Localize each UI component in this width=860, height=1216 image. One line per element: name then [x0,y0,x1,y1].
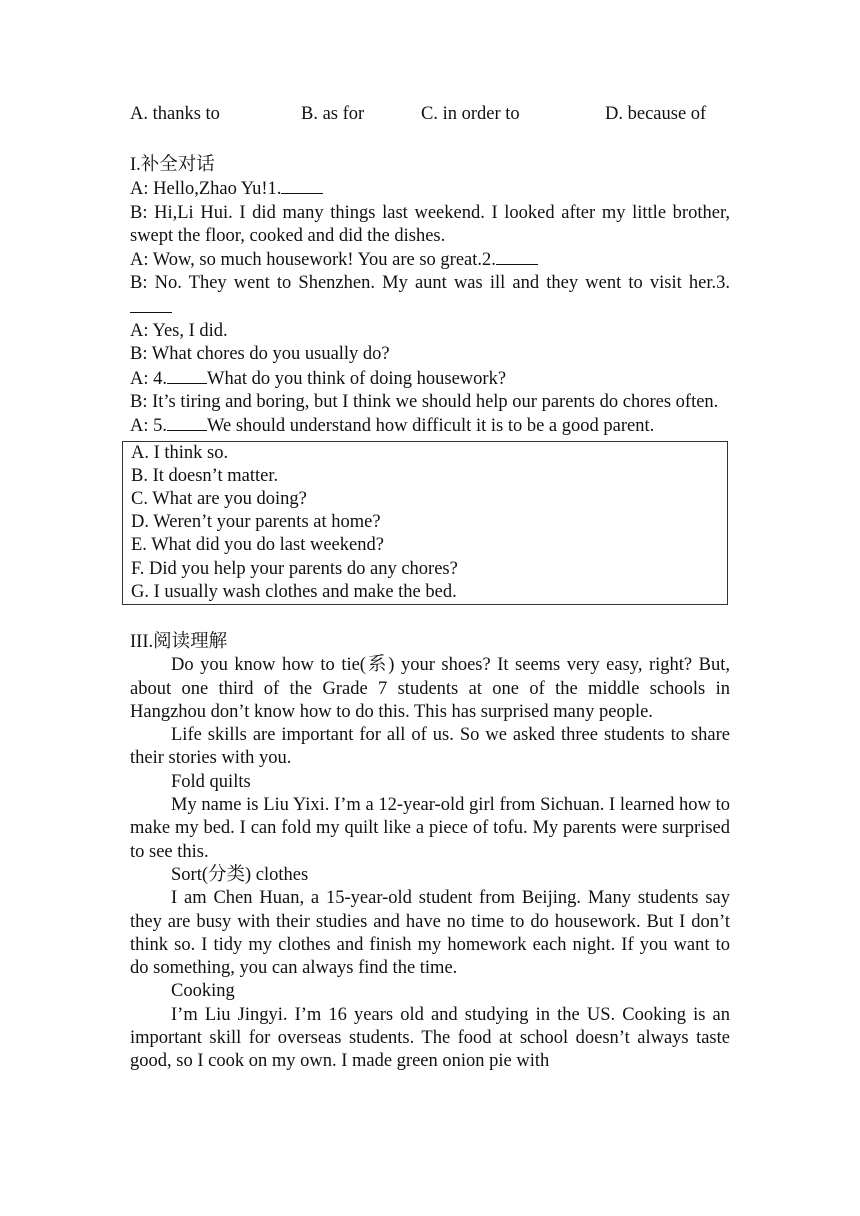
choices-box [122,441,728,605]
dialogue-text: B: No. They went to Shenzhen. My aunt was ill and they went to visit her.3. [130,273,730,294]
dialogue-text: What do you think of doing housework? [207,368,507,389]
choice-item: D. Weren’t your parents at home? [131,512,381,533]
choice-item: G. I usually wash clothes and make the bed. [131,581,457,602]
section1-heading: I.补全对话 [130,155,215,175]
choice-item: E. What did you do last weekend? [131,535,384,556]
dialogue-text: We should understand how difficult it is to be a good parent. [207,416,655,437]
answer-blank-4[interactable] [167,367,207,384]
option-b: B. as for [301,104,365,124]
reading-paragraph: My name is Liu Yixi. I’m a 12-year-old girl from Sichuan. I learned how to make my bed. I can fold my quilt like a piece of tofu. My parents were surprised to see this. [130,795,730,862]
choice-item: A. I think so. [131,442,229,463]
reading-subheading: Cooking [171,981,235,1002]
answer-blank-2[interactable] [496,248,538,265]
choice-item: F. Did you help your parents do any chores? [131,558,458,579]
dialogue-text: A: 5. [130,416,167,437]
dialogue-line-5: A: Yes, I did. [130,321,228,342]
reading-subheading: Sort(分类) clothes [171,864,309,885]
option-a: A. thanks to [130,104,220,124]
dialogue-text: A: Wow, so much housework! You are so great.2. [130,250,496,271]
reading-paragraph: Do you know how to tie(系) your shoes? It seems very easy, right? But, about one third of the Grade 7 students at one of the middle schools in Hangzhou don’t know how to do this. This has surprised many people. [130,655,730,722]
reading-paragraph: I am Chen Huan, a 15-year-old student from Beijing. Many students say they are busy with their studies and have no time to do housework. But I don’t think so. I tidy my clothes and finish my homework each night. If you want to do something, you can always find the time. [130,888,730,979]
reading-paragraph: I’m Liu Jingyi. I’m 16 years old and studying in the US. Cooking is an important skill for overseas students. The food at school doesn’t always taste good, so I cook on my own. I made green onion pie with [130,1004,730,1072]
option-d: D. because of [605,104,707,124]
dialogue-line-3 [130,248,730,272]
document-page [130,104,730,1074]
dialogue-line-7 [130,367,730,391]
answer-blank-5[interactable] [167,414,207,431]
dialogue-line-4 [130,272,730,320]
answer-blank-1[interactable] [281,177,323,194]
dialogue-text: A: Hello,Zhao Yu!1. [130,179,282,200]
spacer [130,130,730,154]
dialogue-line-1 [130,177,730,201]
dialogue-line-9 [130,414,730,438]
options-row [130,104,730,130]
answer-blank-3[interactable] [130,296,172,313]
section3-heading: III.阅读理解 [130,631,228,652]
choice-item: C. What are you doing? [131,488,307,509]
spacer [130,605,730,631]
option-c: C. in order to [421,104,520,124]
dialogue-text: A: 4. [130,368,167,389]
reading-subheading: Fold quilts [171,771,251,792]
dialogue-line-8: B: It’s tiring and boring, but I think we should help our parents do chores often. [130,391,719,412]
choice-item: B. It doesn’t matter. [131,465,279,486]
dialogue-line-2: B: Hi,Li Hui. I did many things last weekend. I looked after my little brother, swept the floor, cooked and did the dishes. [130,202,730,246]
dialogue-line-6: B: What chores do you usually do? [130,344,390,365]
reading-paragraph: Life skills are important for all of us. So we asked three students to share their stories with you. [130,725,730,769]
